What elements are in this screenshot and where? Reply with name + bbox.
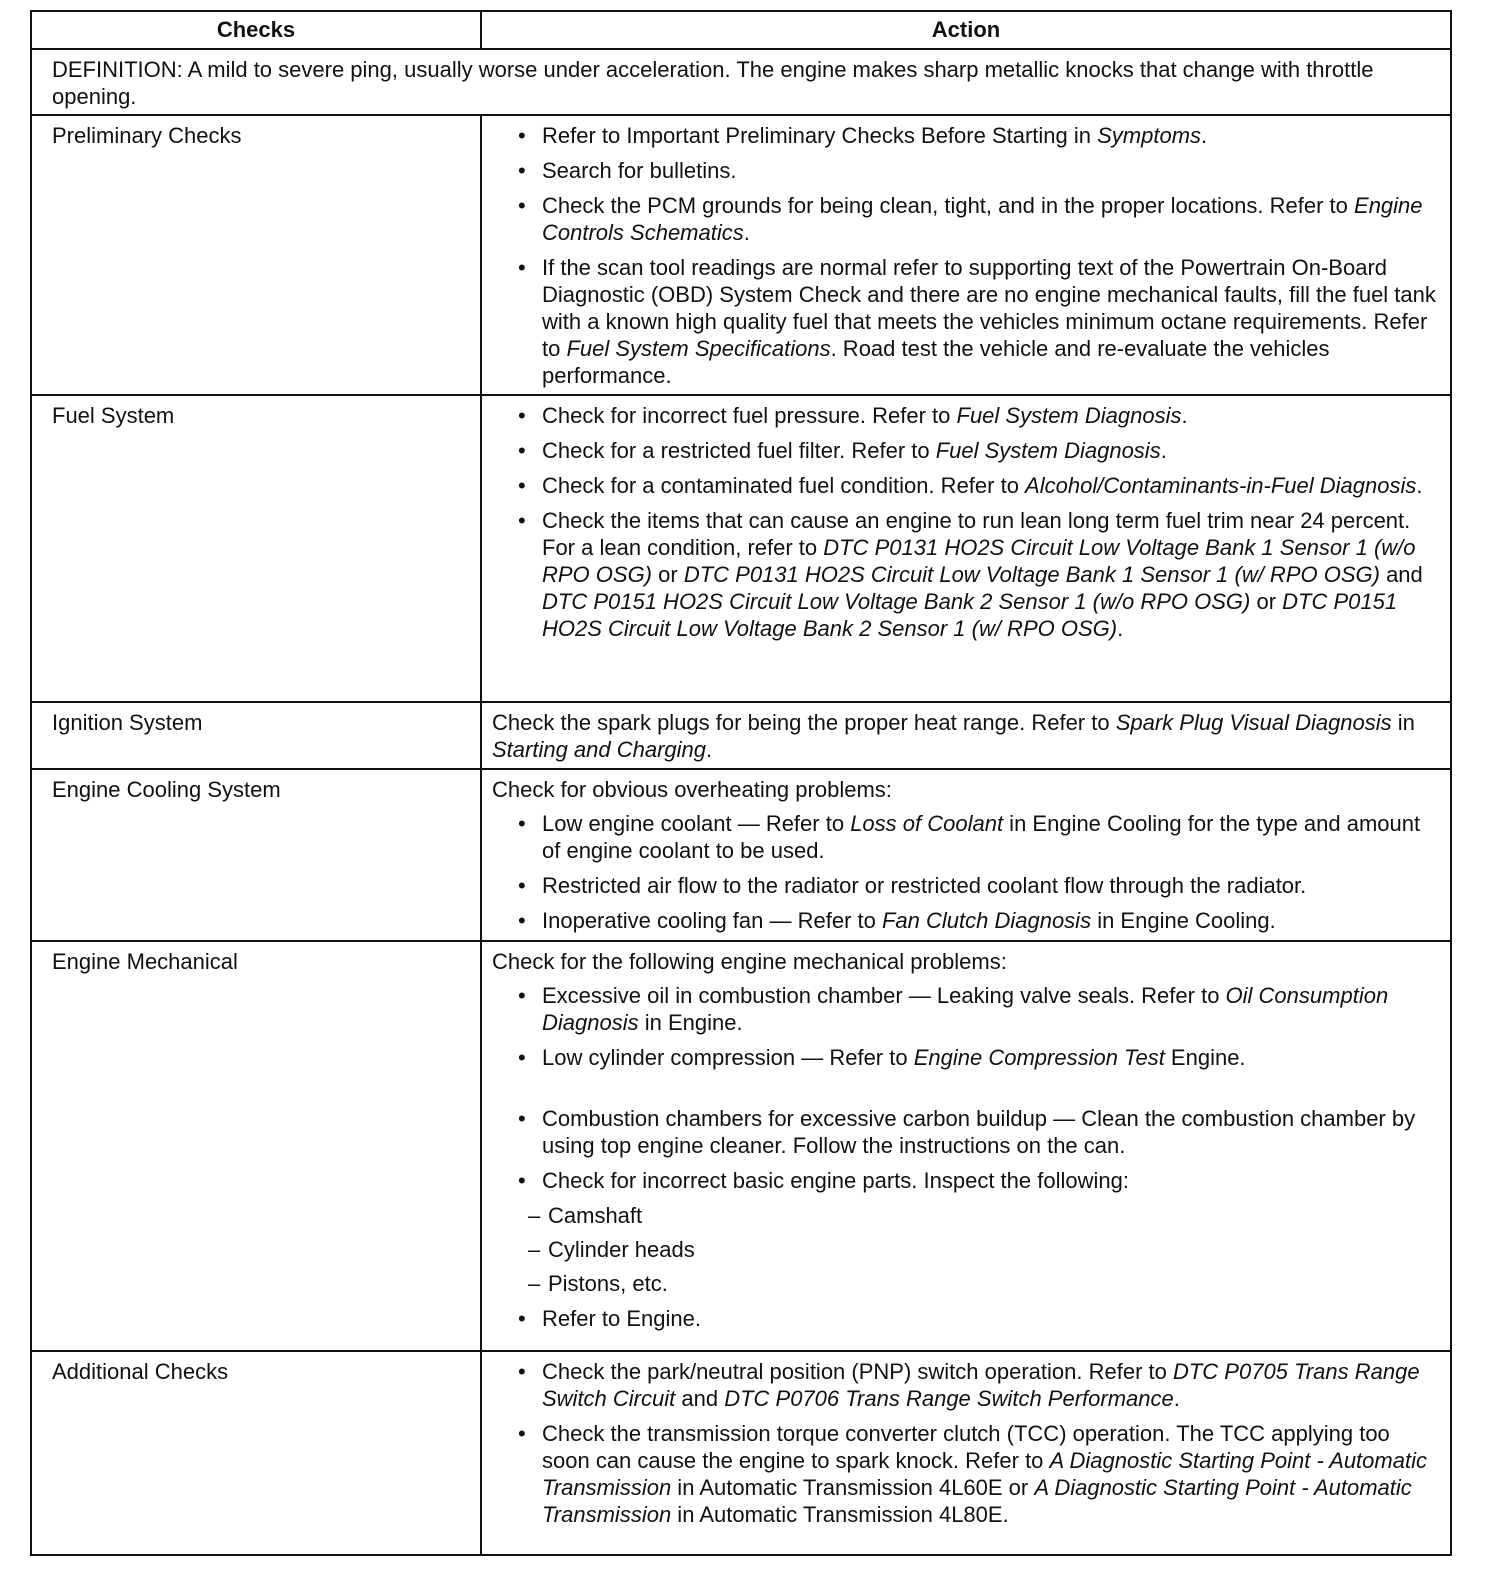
body-text: or <box>1250 589 1283 614</box>
body-text: Low cylinder compression — Refer to <box>542 1045 914 1070</box>
reference-text: Fuel System Diagnosis <box>935 438 1161 463</box>
body-text: Refer to Important Preliminary Checks Before Starting in <box>542 123 1098 148</box>
action-text <box>492 709 1442 763</box>
check-cell: Engine Cooling System <box>31 769 481 941</box>
bullet-item <box>492 1305 1442 1332</box>
bullet-list <box>492 810 1442 934</box>
table-row <box>31 395 1451 702</box>
body-text: Inoperative cooling fan — Refer to <box>542 908 882 933</box>
body-text: Check the items that can cause an engine to run lean long term fuel trim near 24 percent. For a lean condition, refer to <box>542 508 1411 560</box>
header-action: Action <box>481 11 1451 49</box>
bullet-item <box>492 982 1442 1036</box>
action-cell <box>481 115 1451 395</box>
diagnostic-table-sheet <box>30 10 1450 1556</box>
bullet-item <box>492 872 1442 899</box>
body-text: in Automatic Transmission 4L60E or <box>671 1475 1035 1500</box>
reference-text: Alcohol/Contaminants-in-Fuel Diagnosis <box>1025 473 1417 498</box>
reference-text: Loss of Coolant <box>850 811 1004 836</box>
body-text: Check for a restricted fuel filter. Refer to <box>542 438 936 463</box>
body-text: Check the transmission torque converter clutch (TCC) operation. The TCC applying too soon can cause the engine to spark knock. Refer to <box>542 1421 1390 1473</box>
action-cell <box>481 395 1451 702</box>
table-row <box>31 115 1451 395</box>
bullet-item <box>492 907 1442 934</box>
body-text: Check for a contaminated fuel condition. Refer to <box>542 473 1026 498</box>
body-text: . <box>743 220 750 245</box>
bullet-item <box>492 1420 1442 1528</box>
reference-text: DTC P0131 HO2S Circuit Low Voltage Bank 1 Sensor 1 (w/ RPO OSG) <box>683 562 1380 587</box>
bullet-item <box>492 1044 1442 1071</box>
body-text: in Engine Cooling for the type and amount of engine coolant to be used. <box>542 811 1421 863</box>
sub-item: – Cylinder heads <box>492 1236 1442 1263</box>
body-text: and <box>675 1386 725 1411</box>
bullet-item <box>492 1105 1442 1159</box>
reference-text: Symptoms <box>1097 123 1202 148</box>
bullet-list <box>492 122 1442 389</box>
header-row <box>31 11 1451 49</box>
reference-text: Fuel System Diagnosis <box>956 403 1182 428</box>
header-checks: Checks <box>31 11 481 49</box>
bullet-list <box>492 1305 1442 1332</box>
action-cell <box>481 702 1451 769</box>
bullet-item <box>492 1358 1442 1412</box>
bullet-list <box>492 1358 1442 1528</box>
definition-row <box>31 49 1451 115</box>
table-row <box>31 769 1451 941</box>
body-text: If the scan tool readings are normal refer to supporting text of the Powertrain On-Board Diagnostic (OBD) System Check and there are no engine mechanical faults, fill the fuel tank with a known high quality fuel that meets the vehicles minimum octane requirements. Refer to <box>542 255 1436 361</box>
action-intro <box>492 948 1442 975</box>
sub-item: – Camshaft <box>492 1202 1442 1229</box>
bullet-item <box>492 402 1442 429</box>
body-text: . <box>1173 1386 1180 1411</box>
reference-text: DTC P0151 HO2S Circuit Low Voltage Bank 2 Sensor 1 (w/ RPO OSG) <box>542 589 1398 641</box>
reference-text: Fuel System Specifications <box>566 336 831 361</box>
body-text: Low engine coolant — Refer to <box>542 811 851 836</box>
body-text: Check for incorrect basic engine parts. Inspect the following: <box>542 1168 1129 1193</box>
body-text: . <box>706 737 713 762</box>
bullet-item <box>492 157 1442 184</box>
reference-text: Fan Clutch Diagnosis <box>881 908 1092 933</box>
reference-text: Engine Compression Test <box>913 1045 1165 1070</box>
body-text: . <box>1181 403 1188 428</box>
body-text: in Automatic Transmission 4L80E. <box>671 1502 1009 1527</box>
table-row <box>31 702 1451 769</box>
action-cell <box>481 769 1451 941</box>
spark-knock-diagnostic-table <box>30 10 1452 1556</box>
body-text: Excessive oil in combustion chamber — Leaking valve seals. Refer to <box>542 983 1226 1008</box>
bullet-item <box>492 254 1442 389</box>
check-cell: Fuel System <box>31 395 481 702</box>
body-text: . <box>1160 438 1167 463</box>
action-cell <box>481 1351 1451 1555</box>
body-text: in Engine. <box>638 1010 743 1035</box>
reference-text: Spark Plug Visual Diagnosis <box>1115 710 1392 735</box>
body-text: Restricted air flow to the radiator or restricted coolant flow through the radiator. <box>542 873 1307 898</box>
reference-text: A Diagnostic Starting Point - Automatic Transmission <box>542 1475 1412 1527</box>
body-text: Combustion chambers for excessive carbon buildup — Clean the combustion chamber by using top engine cleaner. Follow the instructions on the can. <box>542 1106 1416 1158</box>
body-text: Check for incorrect fuel pressure. Refer to <box>542 403 957 428</box>
body-text: in <box>1391 710 1415 735</box>
body-text: . <box>1416 473 1423 498</box>
reference-text: Starting and Charging <box>492 737 707 762</box>
body-text: Check the spark plugs for being the proper heat range. Refer to <box>492 710 1116 735</box>
bullet-item <box>492 122 1442 149</box>
body-text: and <box>1379 562 1423 587</box>
reference-text: Oil Consumption Diagnosis <box>542 983 1389 1035</box>
check-cell: Ignition System <box>31 702 481 769</box>
action-intro <box>492 776 1442 803</box>
body-text: Check the PCM grounds for being clean, tight, and in the proper locations. Refer to <box>542 193 1355 218</box>
body-text: Check for the following engine mechanical problems: <box>492 949 1007 974</box>
table-row <box>31 941 1451 1351</box>
sub-item: – Pistons, etc. <box>492 1270 1442 1297</box>
body-text: Search for bulletins. <box>542 158 737 183</box>
bullet-item <box>492 472 1442 499</box>
body-text: Refer to Engine. <box>542 1306 701 1331</box>
body-text: . <box>1201 123 1208 148</box>
body-text: Check the park/neutral position (PNP) switch operation. Refer to <box>542 1359 1173 1384</box>
body-text: . Road test the vehicle and re-evaluate the vehicles performance. <box>542 336 1330 388</box>
bullet-item <box>492 192 1442 246</box>
check-cell: Engine Mechanical <box>31 941 481 1351</box>
check-cell: Preliminary Checks <box>31 115 481 395</box>
bullet-item <box>492 437 1442 464</box>
reference-text: Engine Controls Schematics <box>542 193 1423 245</box>
bullet-list <box>492 982 1442 1194</box>
body-text: . <box>1117 616 1124 641</box>
reference-text: DTC P0131 HO2S Circuit Low Voltage Bank 1 Sensor 1 (w/o RPO OSG) <box>542 535 1416 587</box>
action-cell <box>481 941 1451 1351</box>
reference-text: A Diagnostic Starting Point - Automatic Transmission <box>542 1448 1427 1500</box>
table-row <box>31 1351 1451 1555</box>
body-text: or <box>652 562 684 587</box>
check-cell: Additional Checks <box>31 1351 481 1555</box>
bullet-item <box>492 1167 1442 1194</box>
reference-text: DTC P0706 Trans Range Switch Performance <box>724 1386 1174 1411</box>
sub-list <box>492 1202 1442 1297</box>
bullet-item <box>492 507 1442 642</box>
reference-text: DTC P0705 Trans Range Switch Circuit <box>542 1359 1420 1411</box>
bullet-item <box>492 810 1442 864</box>
definition-text: DEFINITION: A mild to severe ping, usually worse under acceleration. The engine makes sharp metallic knocks that change with throttle opening. <box>31 49 1451 115</box>
body-text: in Engine Cooling. <box>1091 908 1276 933</box>
bullet-list <box>492 402 1442 642</box>
body-text: Check for obvious overheating problems: <box>492 777 892 802</box>
reference-text: DTC P0151 HO2S Circuit Low Voltage Bank 2 Sensor 1 (w/o RPO OSG) <box>542 589 1251 614</box>
body-text: Engine. <box>1164 1045 1246 1070</box>
